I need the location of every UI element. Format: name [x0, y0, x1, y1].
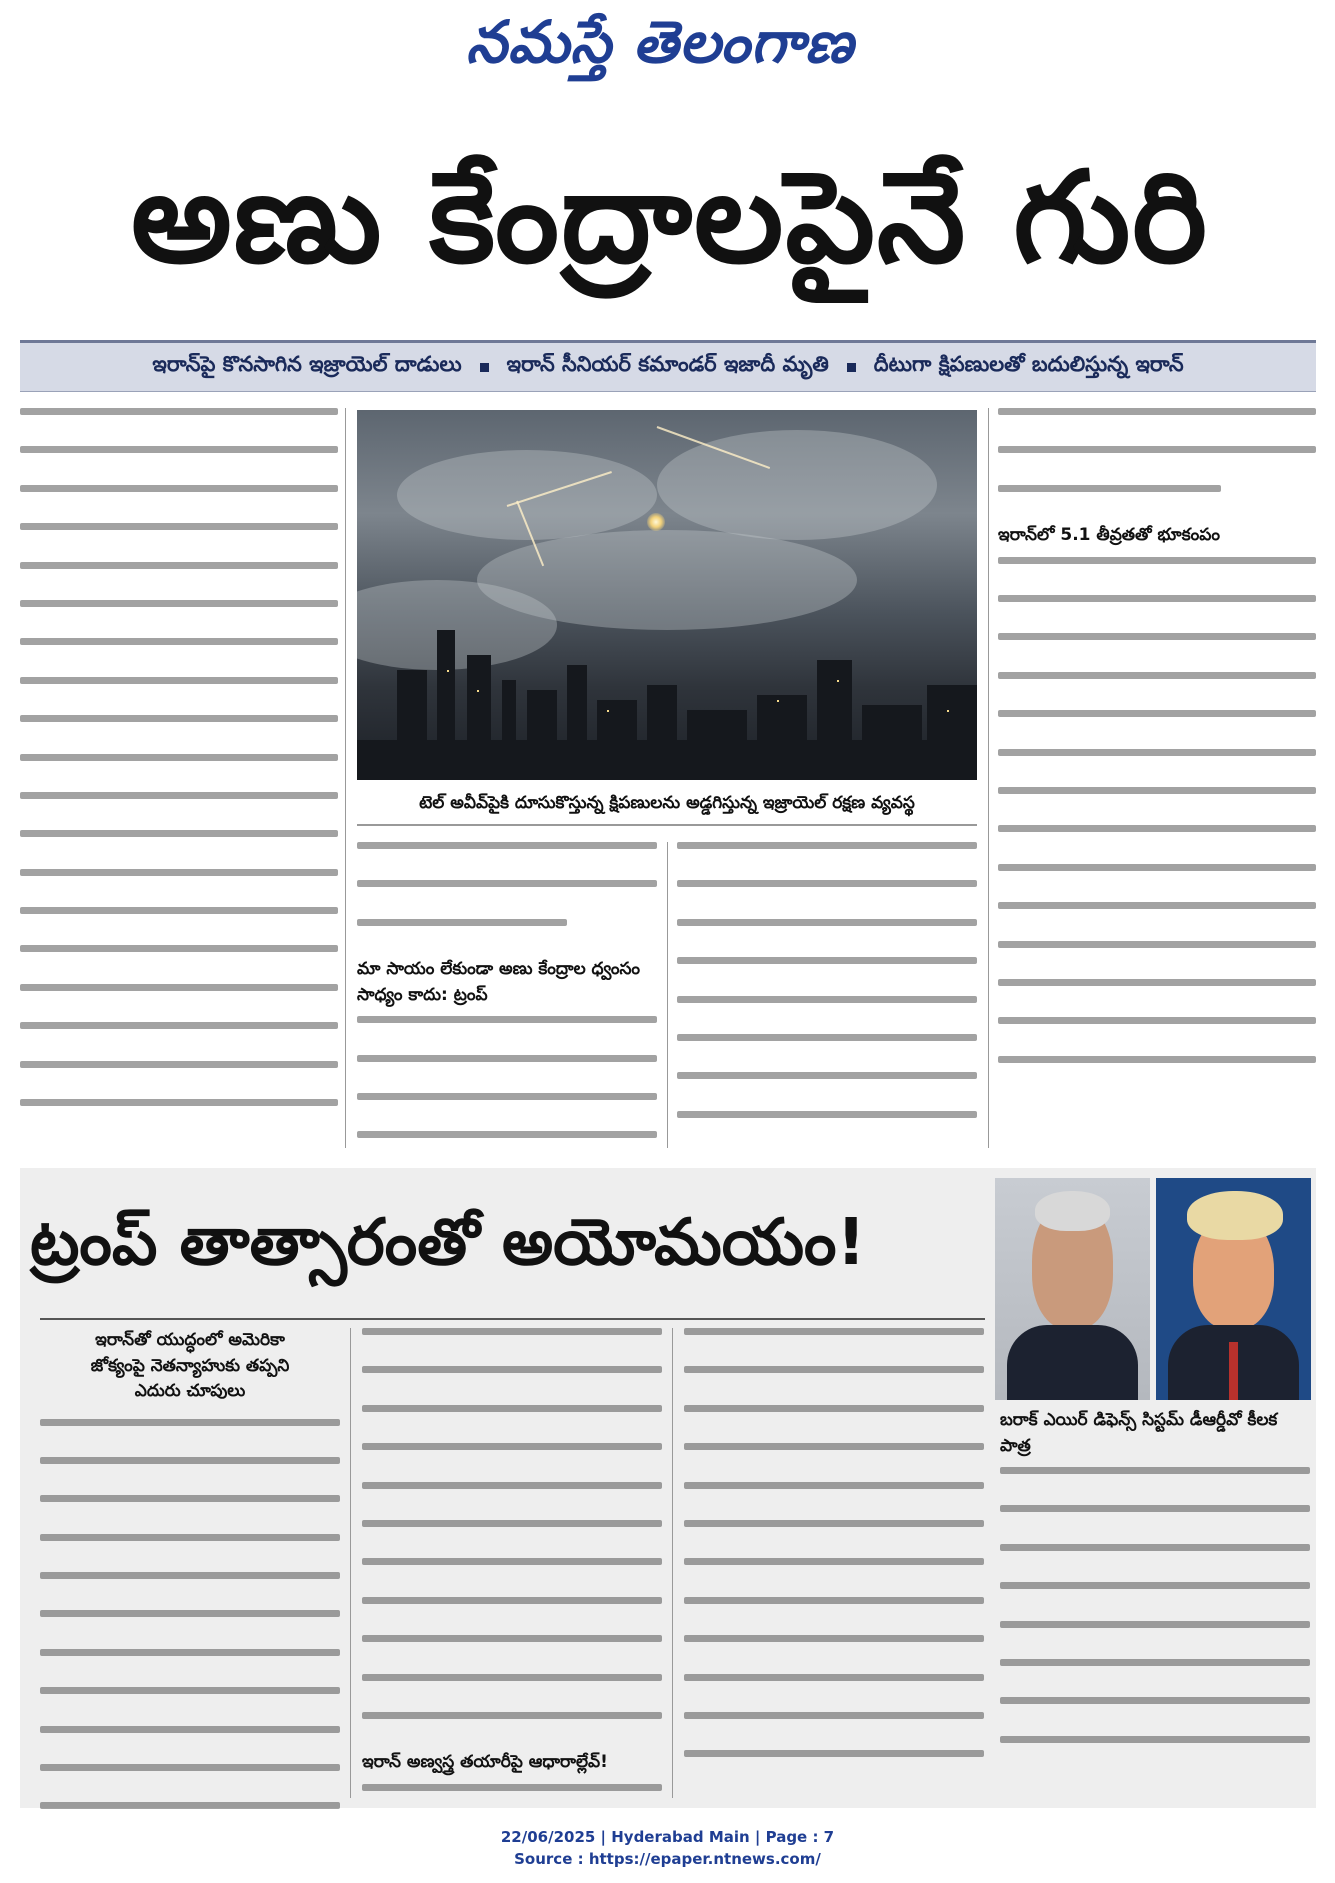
text-line — [684, 1520, 984, 1527]
article-column-mid-2 — [677, 842, 977, 1149]
text-line — [20, 984, 338, 991]
text-line — [998, 787, 1316, 794]
headline-text: అణు కేంద్రాలపైనే గురి — [130, 144, 1210, 291]
bullet-square-icon — [480, 363, 489, 372]
text-line — [1000, 1544, 1310, 1551]
text-line — [362, 1558, 662, 1565]
text-line — [677, 842, 977, 849]
text-line — [998, 446, 1316, 453]
text-line — [20, 638, 338, 645]
story2-column-2 — [362, 1328, 662, 1822]
text-line — [998, 672, 1316, 679]
text-line — [357, 880, 657, 887]
text-line — [998, 710, 1316, 717]
second-story-headline — [30, 1195, 990, 1305]
text-line — [362, 1597, 662, 1604]
text-line — [998, 633, 1316, 640]
story2-column-1 — [40, 1328, 340, 1841]
text-line — [40, 1572, 340, 1579]
text-line — [362, 1784, 662, 1791]
text-line — [998, 749, 1316, 756]
text-line — [357, 842, 657, 849]
column-divider — [345, 408, 346, 1148]
text-line — [998, 1056, 1316, 1063]
text-line — [20, 1061, 338, 1068]
text-line — [684, 1674, 984, 1681]
text-line — [20, 1022, 338, 1029]
text-line — [998, 595, 1316, 602]
text-line — [998, 902, 1316, 909]
text-line — [684, 1558, 984, 1565]
text-line — [40, 1649, 340, 1656]
text-line — [362, 1482, 662, 1489]
text-line — [20, 600, 338, 607]
text-line — [40, 1610, 340, 1617]
article-subhead: మా సాయం లేకుండా అణు కేంద్రాల ధ్వంసం సాధ్యం కాదు: ట్రంప్ — [357, 959, 641, 1005]
text-line — [684, 1366, 984, 1373]
footer-source: Source : https://epaper.ntnews.com/ — [514, 1850, 821, 1868]
story2-subhead: ఇరాన్‌తో యుద్ధంలో అమెరికా జోక్యంపై నెతన్యాహుకు తప్పని ఎదురు చూపులు — [90, 1330, 290, 1401]
article-column-right — [998, 408, 1316, 1094]
text-line — [40, 1457, 340, 1464]
subtitle-item: ఇరాన్ సీనియర్ కమాండర్ ఇజాదీ మృతి — [506, 352, 829, 376]
portrait-netanyahu — [995, 1178, 1150, 1400]
column-divider — [350, 1328, 351, 1798]
text-line — [20, 907, 338, 914]
text-line — [20, 562, 338, 569]
text-line — [40, 1802, 340, 1809]
masthead-name: నమస్తే తెలంగాణ — [466, 7, 854, 76]
article-column-mid-1 — [357, 842, 657, 1208]
text-line — [1000, 1697, 1310, 1704]
text-line — [362, 1520, 662, 1527]
text-line — [1000, 1467, 1310, 1474]
text-line — [684, 1712, 984, 1719]
text-line — [677, 880, 977, 887]
text-line — [357, 1016, 657, 1023]
text-line — [677, 919, 977, 926]
text-line — [684, 1750, 984, 1757]
main-headline — [20, 118, 1320, 318]
text-line — [362, 1443, 662, 1450]
text-line — [362, 1635, 662, 1642]
text-line — [20, 945, 338, 952]
second-story-title: ట్రంప్ తాత్సారంతో అయోమయం! — [30, 1205, 866, 1280]
column-divider — [667, 842, 668, 1148]
subtitle-item: ఇరాన్‌పై కొనసాగిన ఇజ్రాయెల్ దాడులు — [152, 352, 462, 376]
text-line — [40, 1534, 340, 1541]
text-line — [998, 864, 1316, 871]
text-line — [998, 485, 1221, 492]
text-line — [357, 1131, 657, 1138]
text-line — [362, 1405, 662, 1412]
text-line — [357, 1093, 657, 1100]
article-column-left — [20, 408, 338, 1137]
text-line — [357, 1055, 657, 1062]
text-line — [677, 996, 977, 1003]
missile-interception-photo — [357, 410, 977, 780]
text-line — [677, 1034, 977, 1041]
page-footer — [0, 1826, 1335, 1876]
text-line — [998, 941, 1316, 948]
text-line — [20, 715, 338, 722]
article-subhead: ఇరాన్‌లో 5.1 తీవ్రతతో భూకంపం — [998, 525, 1220, 546]
text-line — [998, 979, 1316, 986]
text-line — [1000, 1621, 1310, 1628]
text-line — [357, 919, 567, 926]
text-line — [362, 1674, 662, 1681]
text-line — [677, 1111, 977, 1118]
text-line — [1000, 1659, 1310, 1666]
story2-subhead: ఇరాన్ అణ్వస్త్ర తయారీపై ఆధారాల్లేవ్! — [362, 1752, 608, 1773]
text-line — [362, 1328, 662, 1335]
text-line — [40, 1726, 340, 1733]
text-line — [684, 1482, 984, 1489]
text-line — [684, 1635, 984, 1642]
photo-caption-text: టెల్ అవీవ్‌పైకి దూసుకొస్తున్న క్షిపణులను అడ్డగిస్తున్న ఇజ్రాయెల్ రక్షణ వ్యవస్థ — [419, 793, 915, 813]
text-line — [684, 1328, 984, 1335]
text-line — [20, 446, 338, 453]
text-line — [20, 792, 338, 799]
footer-date-edition: 22/06/2025 | Hyderabad Main | Page : 7 — [500, 1828, 835, 1846]
text-line — [1000, 1736, 1310, 1743]
text-line — [1000, 1582, 1310, 1589]
portrait-trump — [1156, 1178, 1311, 1400]
text-line — [998, 1017, 1316, 1024]
text-line — [362, 1712, 662, 1719]
text-line — [20, 1099, 338, 1106]
text-line — [998, 557, 1316, 564]
text-line — [20, 677, 338, 684]
column-divider — [672, 1328, 673, 1798]
text-line — [998, 408, 1316, 415]
text-line — [40, 1419, 340, 1426]
text-line — [20, 523, 338, 530]
text-line — [20, 869, 338, 876]
story2-subhead: బరాక్ ఎయిర్ డిఫెన్స్ సిస్టమ్ డీఆర్డీవో కీలక పాత్ర — [1000, 1410, 1278, 1456]
text-line — [40, 1495, 340, 1502]
text-line — [998, 825, 1316, 832]
story2-column-3 — [684, 1328, 984, 1789]
text-line — [684, 1597, 984, 1604]
text-line — [362, 1366, 662, 1373]
text-line — [40, 1764, 340, 1771]
text-line — [1000, 1505, 1310, 1512]
text-line — [20, 408, 338, 415]
photo-caption — [357, 786, 977, 826]
text-line — [677, 1072, 977, 1079]
title-divider — [40, 1318, 985, 1320]
story2-column-4 — [1000, 1408, 1310, 1774]
text-line — [20, 485, 338, 492]
masthead-logo — [430, 8, 890, 90]
bullet-square-icon — [847, 363, 856, 372]
subtitle-band — [20, 340, 1316, 392]
text-line — [20, 754, 338, 761]
text-line — [684, 1443, 984, 1450]
column-divider — [988, 408, 989, 1148]
text-line — [677, 957, 977, 964]
text-line — [40, 1687, 340, 1694]
leader-portraits — [995, 1178, 1311, 1400]
subtitle-item: దీటుగా క్షిపణులతో బదులిస్తున్న ఇరాన్ — [873, 352, 1184, 376]
text-line — [20, 830, 338, 837]
text-line — [684, 1405, 984, 1412]
